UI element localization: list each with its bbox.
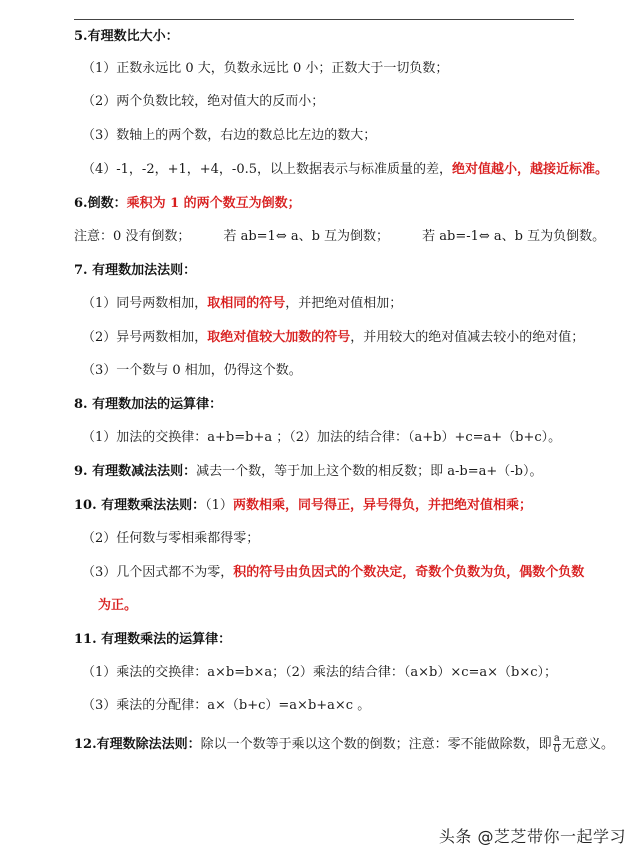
section-10-line-3-cont: 为正。 xyxy=(98,598,138,613)
section-11-title: 11. 有理数乘法的运算律： xyxy=(74,632,232,647)
section-7-line-1-highlight: 取相同的符号 xyxy=(207,296,286,311)
section-5-title: 5.有理数比大小： xyxy=(74,29,179,44)
section-5-line-2: （2）两个负数比较，绝对值大的反而小； xyxy=(82,94,325,109)
section-7-line-2 xyxy=(82,329,584,347)
section-6-title: 6.倒数： xyxy=(74,196,127,211)
section-5-line-3: （3）数轴上的两个数，右边的数总比左边的数大； xyxy=(82,128,377,143)
section-10-l1-prefix: （1） xyxy=(205,498,233,513)
section-12-tail: 无意义。 xyxy=(562,737,615,752)
section-11-line-2: （3）乘法的分配律：a×（b+c）=a×b+a×c 。 xyxy=(82,698,371,713)
section-5-line-4-highlight: 绝对值越小，越接近标准。 xyxy=(452,162,609,177)
section-7-title: 7. 有理数加法法则： xyxy=(74,263,197,278)
section-10-line-3 xyxy=(82,564,584,582)
section-10-line-1 xyxy=(74,497,532,515)
section-7-line-3: （3）一个数与 0 相加，仍得这个数。 xyxy=(82,363,302,378)
section-7-line-1-a: （1）同号两数相加， xyxy=(82,296,208,311)
section-7-line-1 xyxy=(82,295,402,313)
section-12-text: 除以一个数等于乘以这个数的倒数；注意：零不能做除数，即 xyxy=(200,737,552,752)
top-rule xyxy=(74,19,574,20)
section-7-line-1-c: ，并把绝对值相加； xyxy=(285,296,403,311)
section-9-line xyxy=(74,463,542,481)
section-6-definition: 乘积为 1 的两个数互为倒数； xyxy=(126,196,301,211)
watermark: 头条 @芝芝带你一起学习 xyxy=(438,827,626,846)
section-8-title: 8. 有理数加法的运算律： xyxy=(74,397,223,412)
section-7-line-2-highlight: 取绝对值较大加数的符号 xyxy=(207,330,351,345)
section-6-line xyxy=(74,195,301,213)
section-7-line-2-a: （2）异号两数相加， xyxy=(82,330,208,345)
section-5-line-4-text: （4）-1，-2，+1，+4，-0.5，以上数据表示与标准质量的差， xyxy=(82,162,452,177)
section-5-line-1: （1）正数永远比 0 大，负数永远比 0 小；正数大于一切负数； xyxy=(82,61,449,76)
section-10-l3-prefix: （3）几个因式都不为零， xyxy=(82,565,234,580)
section-11-line-1: （1）乘法的交换律：a×b=b×a；（2）乘法的结合律：（a×b）×c=a×（b×c）； xyxy=(82,665,558,680)
section-10-l1-highlight: 两数相乘，同号得正，异号得负，并把绝对值相乘； xyxy=(232,498,532,513)
fraction-numerator: a xyxy=(553,733,560,744)
section-10-title: 10. 有理数乘法法则： xyxy=(74,498,206,513)
section-7-line-2-c: ，并用较大的绝对值减去较小的绝对值； xyxy=(350,330,585,345)
section-9-title: 9. 有理数减法法则： xyxy=(74,464,197,479)
section-12-title: 12.有理数除法法则： xyxy=(74,737,201,752)
section-8-line-1: （1）加法的交换律：a+b=b+a ；（2）加法的结合律：（a+b）+c=a+（b+c）。 xyxy=(82,430,562,445)
section-12-line xyxy=(74,734,614,755)
fraction-denominator: 0 xyxy=(553,744,561,755)
section-9-text: 减去一个数，等于加上这个数的相反数；即 a-b=a+（-b）。 xyxy=(196,464,543,479)
fraction-a-over-0 xyxy=(553,734,561,755)
section-5-line-4 xyxy=(82,161,608,179)
section-6-note: 注意：0 没有倒数； 若 ab=1⇔ a、b 互为倒数； 若 ab=-1⇔ a、b 互为负倒数。 xyxy=(74,229,606,244)
section-10-l3-highlight: 积的符号由负因式的个数决定，奇数个负数为负，偶数个负数 xyxy=(233,565,585,580)
section-10-line-2: （2）任何数与零相乘都得零； xyxy=(82,531,260,546)
